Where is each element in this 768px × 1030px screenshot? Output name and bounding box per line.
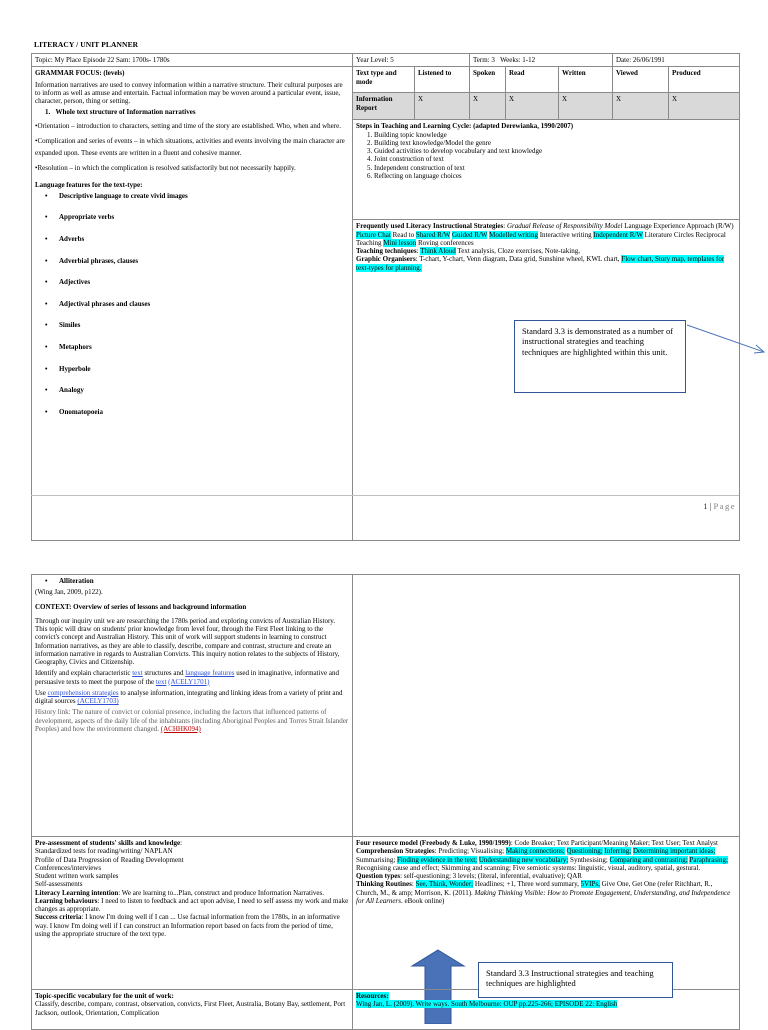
routine-see-think-wonder: See, Think, Wonder; bbox=[415, 880, 474, 889]
identify-pre: Identify and explain characteristic bbox=[35, 669, 133, 678]
cycle-step: 1. Building topic knowledge bbox=[374, 131, 736, 139]
routine-plain: Give One, Get One (refer Ritchhart, R., Church, M., & amp; Morrison, K. (2011). bbox=[356, 880, 713, 897]
col-read: Read bbox=[506, 67, 559, 93]
strategy-shared: Shared R/W bbox=[415, 230, 451, 239]
techniques-label: Teaching techniques bbox=[356, 247, 417, 255]
comp-plain: Predicting; Visualising; bbox=[438, 847, 505, 856]
comp-making-connections: Making connections; bbox=[505, 847, 565, 856]
preassessment-item: Conferences/interviews bbox=[35, 863, 102, 872]
thinking-routines-label: Thinking Routines bbox=[356, 880, 412, 889]
organisers-highlight: Flow chart, Story map, templates for text-types for planning. bbox=[356, 255, 725, 272]
context-heading: CONTEXT: Overview of series of lessons and background information bbox=[35, 602, 247, 611]
feature-item: • Descriptive language to create vivid images bbox=[59, 192, 349, 214]
comp-plain: Recognising cause and effect; Skimming and scanning; Five semiotic systems: linguistic, visual, auditory, spatial, gestural. bbox=[356, 863, 701, 872]
col-text-type: Text type and mode bbox=[353, 67, 415, 93]
routine-5vips: 5VIPs, bbox=[580, 880, 600, 889]
complication-text: •Complication and series of events – in which situations, activities and events involving the main character are expanded upon. These events are written in a fluent and cohesive manner. bbox=[35, 136, 345, 157]
cycle-heading: Steps in Teaching and Learning Cycle: (adapted Derewianka, 1990/2007) bbox=[356, 122, 574, 131]
preassessment-heading: Pre-assessment of students' skills and knowledge bbox=[35, 839, 181, 847]
feature-item: • Alliteration bbox=[59, 577, 349, 585]
callout-arrow-right bbox=[687, 325, 764, 353]
history-paragraph bbox=[35, 708, 349, 733]
question-types-label: Question types bbox=[356, 872, 401, 880]
question-types-text: self-questioning; 3 levels; (literal, inferential, evaluative); QAR bbox=[403, 872, 582, 880]
strategy-picture-chat: Picture Chat bbox=[356, 230, 391, 239]
comp-paraphrasing: Paraphrasing; bbox=[689, 855, 728, 864]
col-spoken: Spoken bbox=[470, 67, 506, 93]
use-pre: Use bbox=[35, 688, 48, 697]
success-label: Success criteria bbox=[35, 913, 82, 922]
col-viewed: Viewed bbox=[613, 67, 669, 93]
success-text: I know I'm doing well if I can ... Use factual information from the 1780s, in an informative way. I know I'm doing well if I can construct an Information report based on facts from the period of time, using the appropriate structure of the text type. bbox=[35, 913, 340, 938]
comprehension-strategies-link[interactable]: comprehension strategies bbox=[47, 688, 119, 697]
feature-item: • Similes bbox=[59, 321, 349, 343]
col-produced: Produced bbox=[669, 67, 740, 93]
routine-plain: Headlines; +1, Three word summary, bbox=[474, 880, 579, 889]
features-heading: Language features for the text-type: bbox=[35, 180, 143, 189]
language-features-link[interactable]: language features bbox=[185, 669, 235, 678]
strategy-literature: Literature Circles Reciprocal Teaching bbox=[356, 230, 726, 247]
preassessment-item: Profile of Data Progression of Reading Development bbox=[35, 855, 184, 864]
feature-item: • Metaphors bbox=[59, 343, 349, 365]
strategies-paragraph: Frequently used Literacy Instructional Strategies: Gradual Release of Responsibility Model Language Experience Approach (R/W) Picture Chat Read to Shared R/W Guided R/W Modelled writing Interactive writing Independent R/W Literature Circles Reciprocal Teaching Mini lesson Roving conferences bbox=[356, 222, 734, 247]
use-post: to analyse information, integrating and linking ideas from a variety of print and digital sources bbox=[35, 688, 343, 705]
resolution-text: •Resolution – in which the complication is resolved satisfactorily but not necessarily happily. bbox=[35, 164, 296, 173]
behaviours-label: Learning behaviours bbox=[35, 896, 98, 905]
vocabulary-block bbox=[35, 992, 349, 1017]
feature-item: • Hyperbole bbox=[59, 365, 349, 387]
feature-item: • Adverbs bbox=[59, 235, 349, 257]
comp-vocabulary: Understanding new vocabulary; bbox=[478, 855, 569, 864]
mark-spoken: X bbox=[470, 93, 506, 120]
mark-read: X bbox=[506, 93, 559, 120]
page-word: Page bbox=[713, 501, 736, 511]
orientation-text: •Orientation – introduction to characters, setting and time of the story are established. Who, when and where. bbox=[35, 121, 341, 130]
feature-item: • Analogy bbox=[59, 386, 349, 408]
year-level-cell: Year Level: 5 bbox=[353, 54, 470, 67]
grammar-heading: GRAMMAR FOCUS: (levels) bbox=[35, 69, 125, 78]
identify-post: used in imaginative, informative and persuasive texts to meet the purpose of the bbox=[35, 669, 340, 686]
technique-think-aloud: Think Aloud bbox=[420, 247, 456, 255]
date-cell: Date: 26/06/1991 bbox=[613, 54, 740, 67]
vocabulary-text: Classify, describe, compare, contrast, observation, convicts, First Fleet, Australia, Botany Bay, settlement, Port Jackson, outlook, Orientation, Complication bbox=[35, 1000, 346, 1017]
organisers-label: Graphic Organisers bbox=[356, 255, 416, 264]
comp-inferring: Inferring; bbox=[604, 847, 632, 856]
mark-produced: X bbox=[669, 93, 740, 120]
standard-callout-2: Standard 3.3 Instructional strategies and teaching techniques are highlighted bbox=[478, 962, 673, 998]
comp-compare-contrast: Comparing and contrasting; bbox=[609, 855, 688, 864]
strategy-interactive: Interactive writing bbox=[539, 230, 592, 239]
text-link[interactable]: text bbox=[132, 669, 143, 678]
context-body: Through our inquiry unit we are researching the 1780s period and exploring convicts of Australian History. This topic will draw on students' prior knowledge from level four, through the First Fleet linking to the convict's concept and Australian History. This unit of work will support students in learning to construct Information narratives, as they are able to classify, describe, compare and contrast, structure and create an information narrative in regards to Australian Convicts. This inquiry notion relates to the subjects of History, Geography, Civics and Citizenship. bbox=[35, 616, 340, 666]
preassessment-block: Pre-assessment of students' skills and knowledge: Standardized tests for reading/writing/ NAPLAN Profile of Data Progression of Reading Development Conferences/interviews Student written work samples Self-assessments Literacy Learning intention: We are learning to...Plan, construct and produce Information Narratives. Learning behaviours: I need to listen to feedback and act upon advise, I need to self assess my work and make changes as appropriate. Success criteria: I know I'm doing well if I can ... Use factual information from the 1780s, in an informative way. I know I'm doing well if I can construct an Information report based on facts from the period of time, using the appropriate structure of the text type. bbox=[35, 839, 349, 938]
resources-heading: Resources: bbox=[356, 992, 389, 1000]
organisers-rest: T-chart, Y-chart, Venn diagram, Data grid, Sunshine wheel, KWL chart, bbox=[419, 255, 620, 264]
identify-mid: structures and bbox=[142, 669, 186, 678]
identify-paragraph bbox=[35, 669, 349, 686]
feature-item: • Adverbial phrases, clauses bbox=[59, 257, 349, 279]
preassessment-item: Student written work samples bbox=[35, 872, 119, 880]
mark-listened: X bbox=[415, 93, 470, 120]
strategies-label: Frequently used Literacy Instructional Strategies bbox=[356, 222, 504, 231]
weeks-text: Weeks: 1-12 bbox=[500, 56, 536, 64]
col-written: Written bbox=[559, 67, 613, 93]
standard-callout-1: Standard 3.3 is demonstrated as a number of instructional strategies and teaching techniques are highlighted within this unit. bbox=[514, 320, 686, 393]
cycle-step: 4. Joint construction of text bbox=[374, 155, 736, 163]
preassessment-item: Standardized tests for reading/writing/ NAPLAN bbox=[35, 847, 173, 856]
feature-item: • Appropriate verbs bbox=[59, 213, 349, 235]
routine-book-title: Making Thinking Visible: How to Promote Engagement, Understanding, and Independence for All Learners bbox=[356, 888, 731, 905]
feature-item: • Adjectival phrases and clauses bbox=[59, 300, 349, 322]
strategy-independent: Independent R/W bbox=[593, 230, 643, 239]
page-number-value: 1 bbox=[703, 501, 708, 511]
context-blank-cell bbox=[353, 575, 740, 837]
cycle-step: 2. Building text knowledge/Model the genre bbox=[374, 139, 736, 147]
techniques-paragraph: Teaching techniques: Think Aloud Text analysis, Cloze exercises, Note-taking, bbox=[356, 247, 580, 255]
mark-viewed: X bbox=[613, 93, 669, 120]
feature-item: • Adjectives bbox=[59, 278, 349, 300]
strategy-lea: Language Experience Approach (R/W) bbox=[624, 222, 734, 231]
acely1701-link[interactable]: (ACELY1701) bbox=[168, 677, 210, 686]
behaviours-text: I need to listen to feedback and act upon advise, I need to self assess my work and make changes as appropriate. bbox=[35, 896, 349, 913]
intention-label: Literacy Learning intention bbox=[35, 888, 119, 897]
cycle-step: 6. Reflecting on language choices bbox=[374, 172, 736, 180]
preassessment-cell bbox=[32, 837, 353, 990]
term-text: Term: 3 bbox=[473, 56, 495, 64]
strategy-roving: Roving conferences bbox=[417, 238, 474, 247]
features-list-continued bbox=[35, 577, 349, 585]
strategy-mini-lesson: Mini lesson bbox=[383, 238, 417, 247]
feature-item: • Onomatopoeia bbox=[59, 408, 349, 430]
topic-cell: Topic: My Place Episode 22 Sam: 1700s- 1780s bbox=[32, 54, 353, 67]
achhk094-link[interactable]: (ACHHK094) bbox=[160, 724, 201, 733]
mark-written: X bbox=[559, 93, 613, 120]
structure-heading: 1. Whole text structure of Information narratives bbox=[45, 108, 196, 117]
page-number: 1 | Page bbox=[703, 501, 736, 511]
strategy-guided: Guided R/W bbox=[451, 230, 488, 239]
use-paragraph bbox=[35, 689, 349, 706]
comp-evidence: Finding evidence in the text; bbox=[397, 855, 478, 864]
history-text: History link: The nature of convict or colonial presence, including the factors that influenced patterns of development, aspects of the daily life of the inhabitants (including Aboriginal Peoples and Torres Strait Islander Peoples) and how the environment changed. bbox=[35, 708, 349, 733]
comp-plain: Summarising; bbox=[356, 855, 396, 864]
strategy-modelled: Modelled writing bbox=[489, 230, 538, 239]
four-resource-heading: Four resource model (Freebody & Luke, 1990/1999) bbox=[356, 839, 511, 847]
col-listened: Listened to bbox=[415, 67, 470, 93]
citation: (Wing Jan, 2009, p122). bbox=[35, 588, 103, 597]
strategies-model: Gradual Release of Responsibility Model bbox=[506, 222, 623, 231]
cycle-step: 5. Independent construction of text bbox=[374, 164, 736, 172]
techniques-rest: Text analysis, Cloze exercises, Note-taking, bbox=[457, 247, 580, 255]
intention-text: We are learning to...Plan, construct and produce Information Narratives. bbox=[121, 888, 324, 897]
structure-heading-text: Whole text structure of Information narratives bbox=[55, 108, 196, 117]
comprehension-label: Comprehension Strategies bbox=[356, 847, 435, 856]
page-footer-rule bbox=[31, 495, 739, 496]
grammar-intro: Information narratives are used to convey information within a narrative structure. Their cultural purposes are to inform as well as amuse and entertain. Factual information may be woven around a particular event, issue, character, person, thing or setting. bbox=[35, 80, 343, 105]
row-information-report: Information Report bbox=[353, 93, 415, 120]
cycle-step: 3. Guided activities to develop vocabulary and text knowledge bbox=[374, 147, 736, 155]
four-resource-rest: Code Breaker; Text Participant/Meaning Maker; Text User; Text Analyst bbox=[514, 839, 718, 847]
four-resource-block: Four resource model (Freebody & Luke, 1990/1999): Code Breaker; Text Participant/Meaning Maker; Text User; Text Analyst Comprehension Strategies: Predicting; Visualising; Making connections; Questioning; Inferring; Determining important ideas; Summarising; Finding evidence in the text; Understanding new vocabulary; Synthesising; Comparing and contrasting; Paraphrasing; Recognising cause and effect; Skimming and scanning; Five semiotic systems: linguistic, visual, auditory, spatial, gestural. Question types: self-questioning; 3 levels; (literal, inferential, evaluative); QAR Thinking Routines: See, Think, Wonder; Headlines; +1, Three word summary, 5VIPs, Give One, Get One (refer Ritchhart, R., Church, M., & amp; Morrison, K. (2011). Making Thinking Visible: How to Promote Engagement, Understanding, and Independence for All Learners. eBook online) bbox=[356, 839, 731, 905]
comp-questioning: Questioning; bbox=[566, 847, 603, 856]
strategy-read-to: Read to bbox=[392, 230, 415, 239]
acely1703-link[interactable]: (ACELY1703) bbox=[77, 697, 119, 705]
vocabulary-heading: Topic-specific vocabulary for the unit of work: bbox=[35, 992, 174, 1000]
comp-determining: Determining important ideas; bbox=[633, 847, 716, 856]
resources-text: Wing Jan, L. (2009). Write ways. South Melbourne: OUP pp.225-266; EPISODE 22: English bbox=[356, 1000, 618, 1009]
comp-plain: Synthesising; bbox=[570, 855, 608, 864]
routine-end: . eBook online) bbox=[401, 896, 445, 905]
document-title: LITERACY / UNIT PLANNER bbox=[34, 40, 139, 49]
text-link[interactable]: text bbox=[155, 677, 167, 686]
organisers-paragraph: Graphic Organisers: T-chart, Y-chart, Venn diagram, Data grid, Sunshine wheel, KWL chart, Flow chart, Story map, templates for text-types for planning. bbox=[356, 255, 725, 272]
context-cell bbox=[32, 575, 353, 837]
preassessment-item: Self-assessments bbox=[35, 880, 83, 889]
